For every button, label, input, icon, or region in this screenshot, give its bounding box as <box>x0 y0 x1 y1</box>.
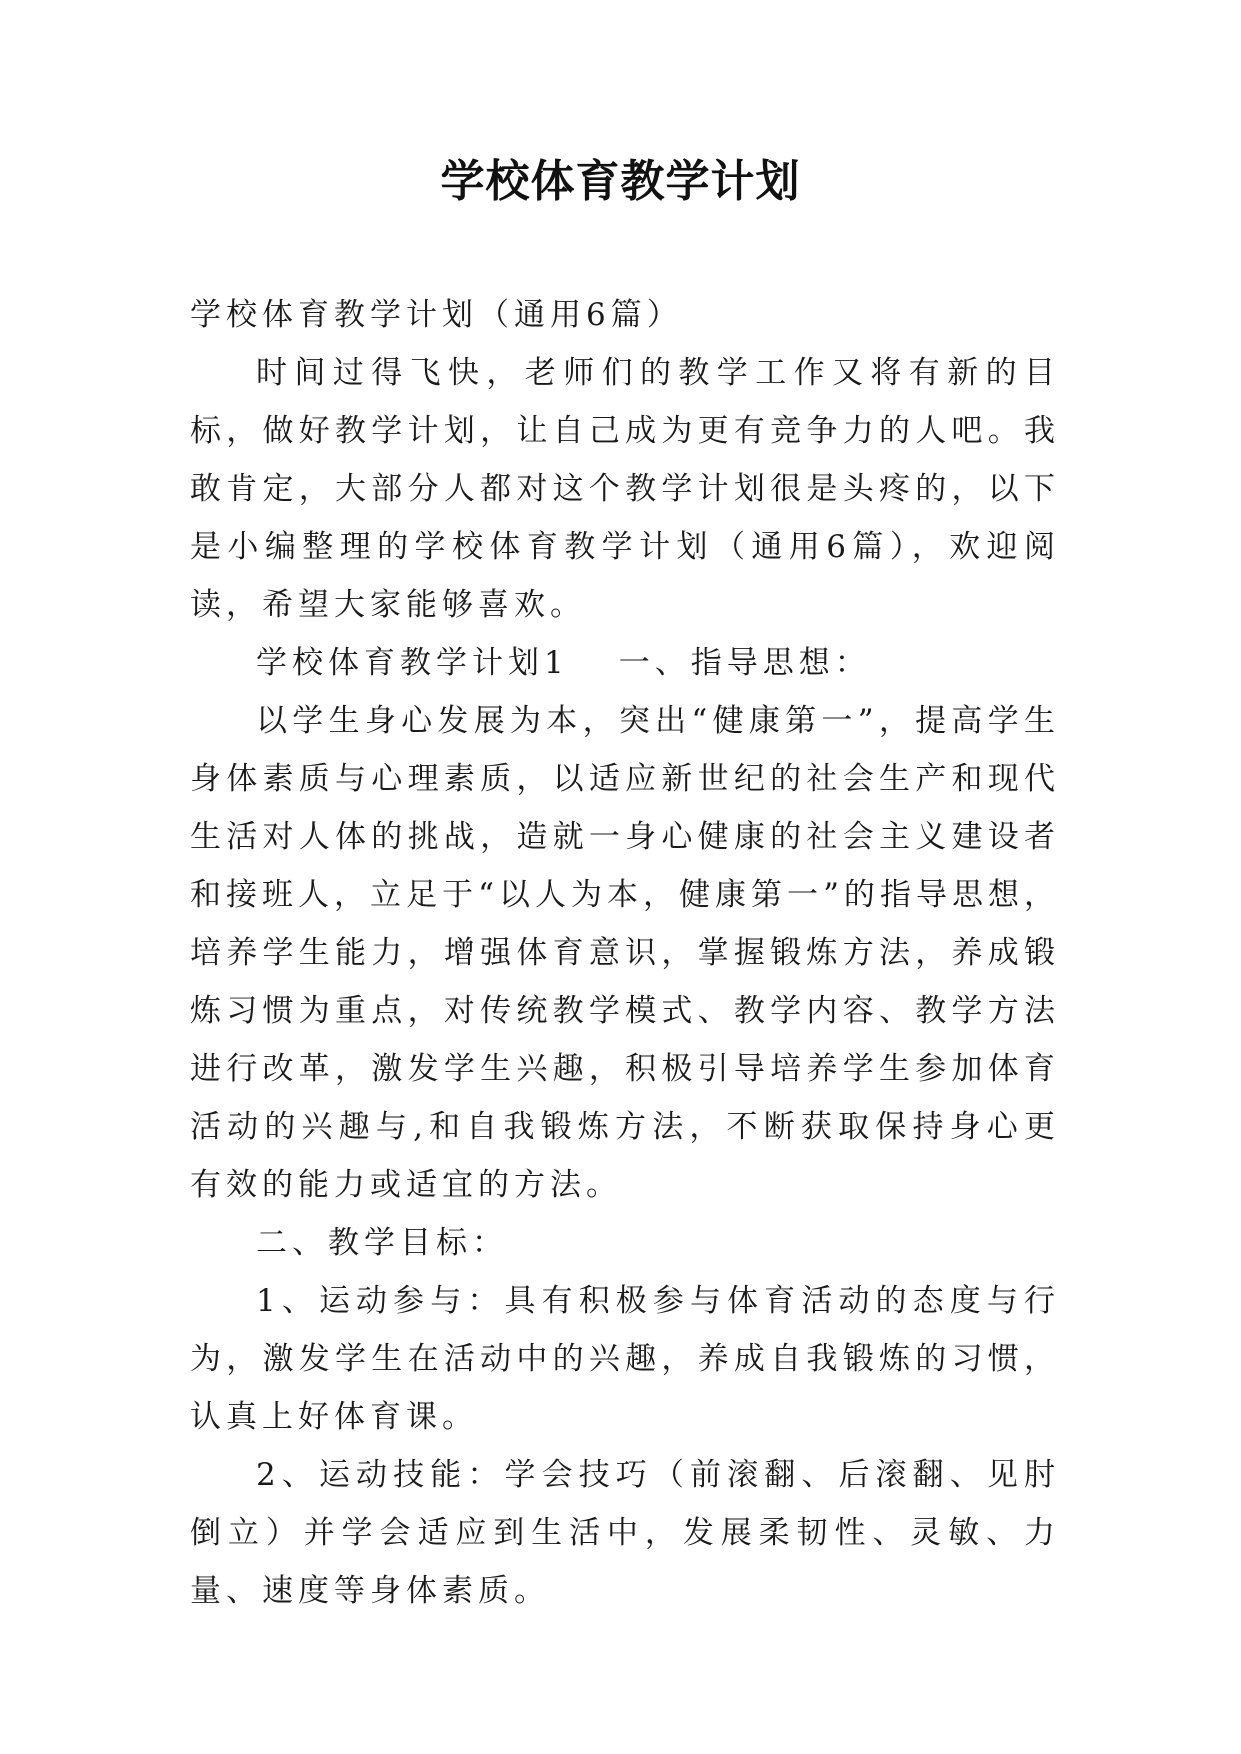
guiding-idea-paragraph: 以学生身心发展为本，突出“健康第一”，提高学生身体素质与心理素质，以适应新世纪的社会生产和现代生活对人体的挑战，造就一身心健康的社会主义建设者和接班人，立足于“以人为本，健康第一”的指导思想，培养学生能力，增强体育意识，掌握锻炼方法，养成锻炼习惯为重点，对传统教学模式、教学内容、教学方法进行改革，激发学生兴趣，积极引导培养学生参加体育活动的兴趣与,和自我锻炼方法，不断获取保持身心更有效的能力或适宜的方法。 <box>190 703 1060 1203</box>
section-title: 学校体育教学计划1 <box>256 645 569 681</box>
section-subheading: 一、指导思想： <box>618 645 871 681</box>
section-heading-paragraph <box>190 634 1060 692</box>
subtitle-paragraph: 学校体育教学计划（通用6篇） <box>190 297 683 333</box>
intro-paragraph: 时间过得飞快，老师们的教学工作又将有新的目标，做好教学计划，让自己成为更有竞争力的人吧。我敢肯定，大部分人都对这个教学计划很是头疼的，以下是小编整理的学校体育教学计划（通用6篇），欢迎阅读，希望大家能够喜欢。 <box>190 355 1060 623</box>
teaching-goals-heading: 二、教学目标： <box>256 1225 508 1261</box>
document-body <box>190 286 1060 1620</box>
document-title: 学校体育教学计划 <box>440 156 801 207</box>
goal-skills-paragraph: 2、运动技能：学会技巧（前滚翻、后滚翻、见肘倒立）并学会适应到生活中，发展柔韧性、灵敏、力量、速度等身体素质。 <box>190 1457 1060 1609</box>
goal-participation-paragraph: 1、运动参与：具有积极参与体育活动的态度与行为，激发学生在活动中的兴趣，养成自我锻炼的习惯，认真上好体育课。 <box>190 1283 1060 1435</box>
